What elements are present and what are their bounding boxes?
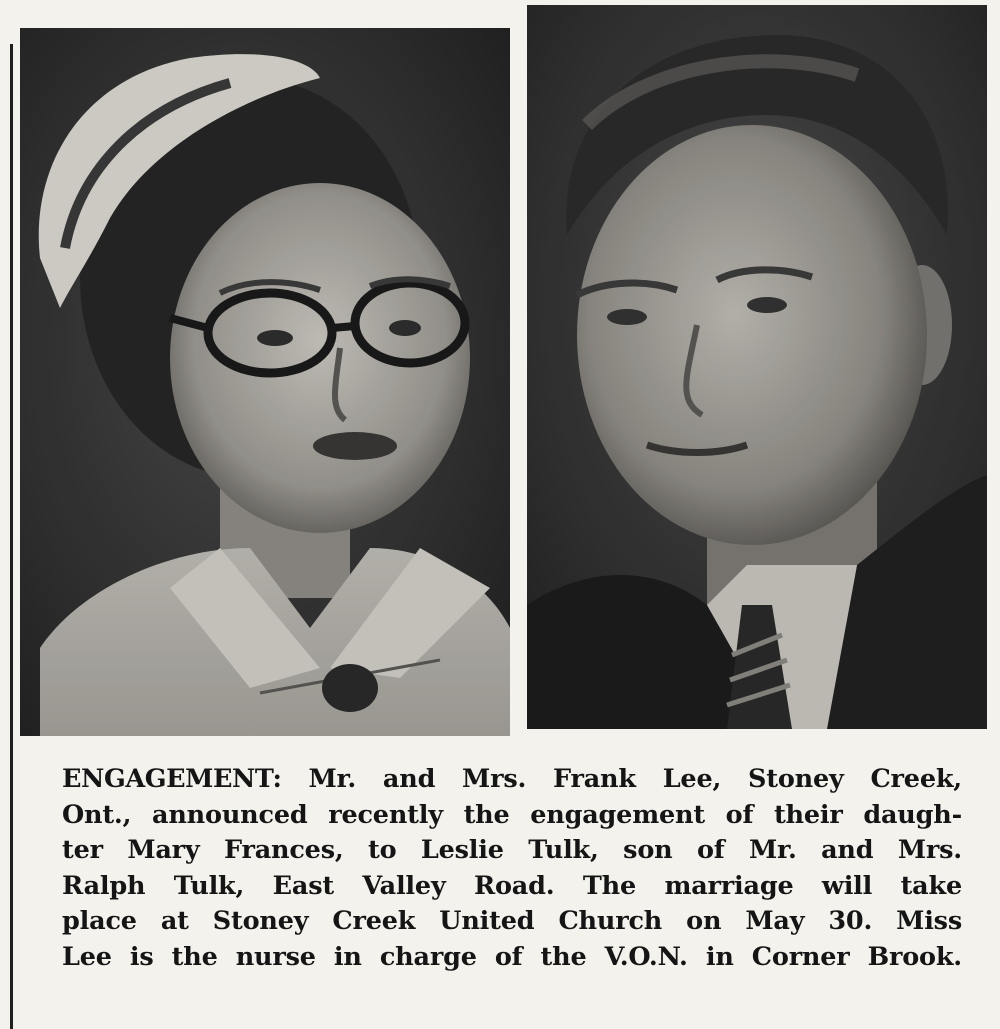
- column-rule: [10, 44, 13, 1029]
- photo-mary-frances-lee: [20, 28, 510, 736]
- caption-line-4: Ralph Tulk, East Valley Road. The marriage will take: [62, 870, 962, 901]
- caption-line-3: ter Mary Frances, to Leslie Tulk, son of Mr. and Mrs.: [62, 835, 962, 866]
- engagement-caption: [62, 762, 962, 976]
- caption-line-1: [62, 762, 962, 798]
- caption-lead: ENGAGEMENT:: [62, 764, 282, 794]
- portrait-man-image: [527, 5, 987, 729]
- caption-line-2: Ont., announced recently the engagement of their daugh-: [62, 799, 962, 830]
- photo-leslie-tulk: [527, 5, 987, 729]
- caption-line-1-text: Mr. and Mrs. Frank Lee, Stoney Creek,: [281, 764, 962, 794]
- portrait-woman-image: [20, 28, 510, 736]
- caption-line-5: place at Stoney Creek United Church on May 30. Miss: [62, 906, 962, 937]
- caption-line-6: Lee is the nurse in charge of the V.O.N. in Corner Brook.: [62, 941, 962, 972]
